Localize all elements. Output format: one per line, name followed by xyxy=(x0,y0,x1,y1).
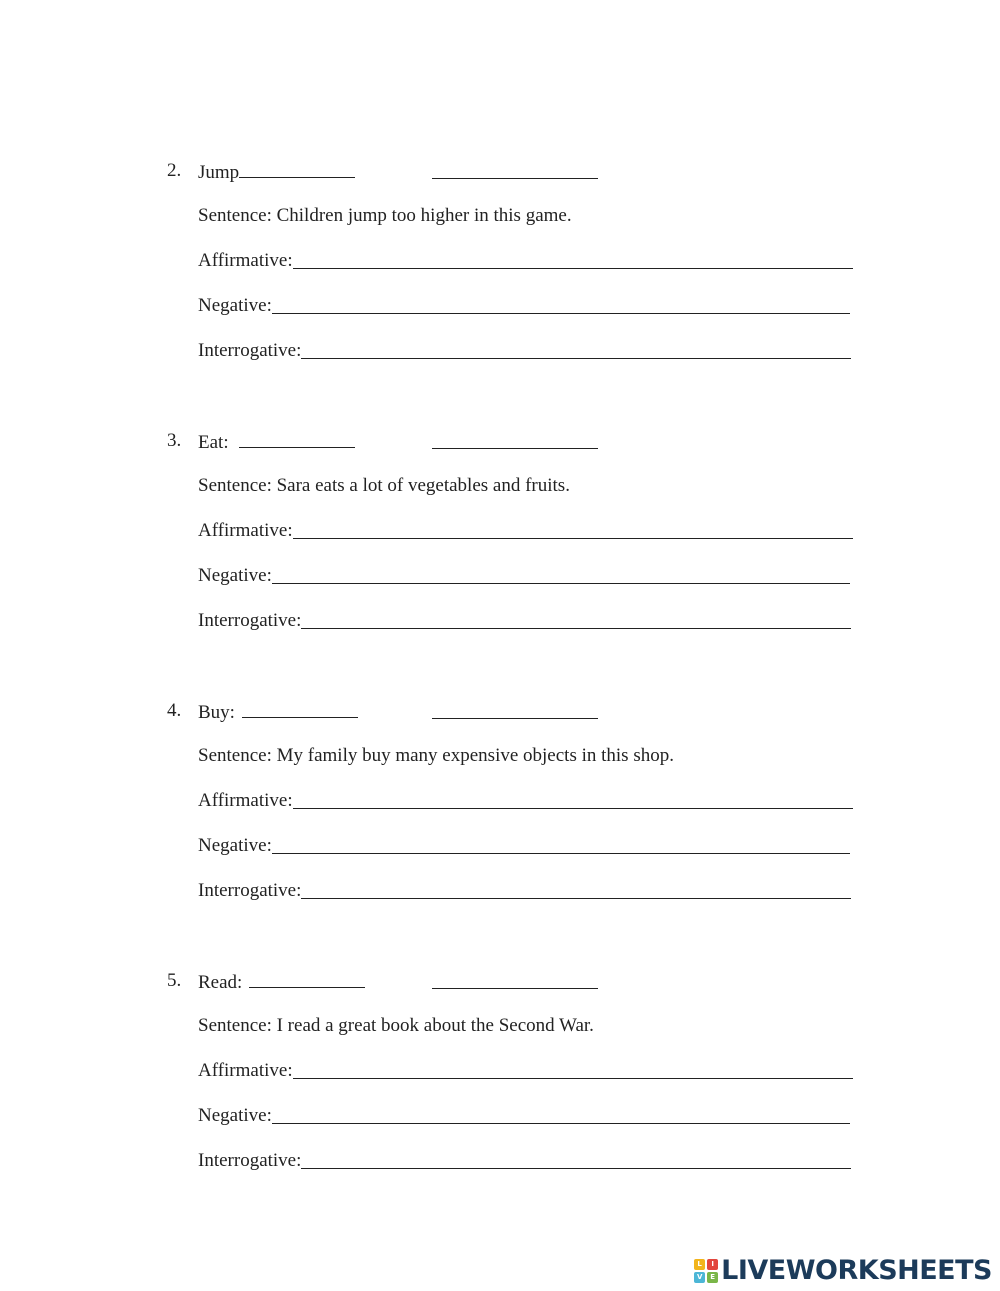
item-number: 5. xyxy=(167,970,182,991)
past-form-blank[interactable] xyxy=(249,970,365,988)
sentence-text: Sentence: Children jump too higher in this game. xyxy=(198,205,572,226)
affirmative-answer-line[interactable] xyxy=(293,521,853,539)
affirmative-field xyxy=(198,1060,853,1082)
exercise-item-2 xyxy=(0,160,1000,400)
interrogative-field xyxy=(198,1150,851,1172)
affirmative-label: Affirmative: xyxy=(198,1060,293,1081)
logo-blocks-icon xyxy=(694,1259,718,1283)
interrogative-answer-line[interactable] xyxy=(301,1151,851,1169)
negative-answer-line[interactable] xyxy=(272,566,850,584)
exercise-item-4 xyxy=(0,700,1000,940)
verb-row xyxy=(198,160,355,184)
verb-label: Jump xyxy=(198,162,240,183)
affirmative-field xyxy=(198,250,853,272)
participle-blank[interactable] xyxy=(432,700,598,719)
logo-text: LIVEWORKSHEETS xyxy=(721,1255,992,1286)
exercise-item-3 xyxy=(0,430,1000,670)
sentence-text: Sentence: I read a great book about the Second War. xyxy=(198,1015,594,1036)
negative-field xyxy=(198,835,850,857)
item-number: 4. xyxy=(167,700,182,721)
sentence-text: Sentence: My family buy many expensive objects in this shop. xyxy=(198,745,674,766)
affirmative-label: Affirmative: xyxy=(198,520,293,541)
affirmative-field xyxy=(198,520,853,542)
interrogative-label: Interrogative: xyxy=(198,610,302,631)
verb-label: Read: xyxy=(198,972,248,993)
negative-field xyxy=(198,295,850,317)
item-number: 3. xyxy=(167,430,182,451)
interrogative-answer-line[interactable] xyxy=(301,341,851,359)
participle-blank[interactable] xyxy=(432,160,598,179)
negative-label: Negative: xyxy=(198,565,272,586)
logo-block-i: I xyxy=(707,1259,718,1270)
interrogative-field xyxy=(198,880,851,902)
interrogative-answer-line[interactable] xyxy=(301,611,851,629)
affirmative-answer-line[interactable] xyxy=(293,251,853,269)
affirmative-answer-line[interactable] xyxy=(293,791,853,809)
past-form-blank[interactable] xyxy=(239,160,355,178)
logo-block-e: E xyxy=(707,1272,718,1283)
interrogative-field xyxy=(198,340,851,362)
participle-blank[interactable] xyxy=(432,970,598,989)
negative-label: Negative: xyxy=(198,295,272,316)
negative-answer-line[interactable] xyxy=(272,1106,850,1124)
interrogative-field xyxy=(198,610,851,632)
affirmative-label: Affirmative: xyxy=(198,250,293,271)
interrogative-answer-line[interactable] xyxy=(301,881,851,899)
past-form-blank[interactable] xyxy=(242,700,358,718)
exercise-item-5 xyxy=(0,970,1000,1210)
affirmative-field xyxy=(198,790,853,812)
affirmative-label: Affirmative: xyxy=(198,790,293,811)
negative-answer-line[interactable] xyxy=(272,836,850,854)
participle-blank[interactable] xyxy=(432,430,598,449)
verb-label: Eat: xyxy=(198,432,234,453)
verb-row xyxy=(198,700,358,724)
negative-field xyxy=(198,1105,850,1127)
negative-label: Negative: xyxy=(198,1105,272,1126)
liveworksheets-logo xyxy=(694,1257,992,1285)
item-number: 2. xyxy=(167,160,182,181)
verb-row xyxy=(198,430,355,454)
negative-field xyxy=(198,565,850,587)
negative-answer-line[interactable] xyxy=(272,296,850,314)
interrogative-label: Interrogative: xyxy=(198,340,302,361)
verb-row xyxy=(198,970,365,994)
past-form-blank[interactable] xyxy=(239,430,355,448)
verb-label: Buy: xyxy=(198,702,240,723)
interrogative-label: Interrogative: xyxy=(198,880,302,901)
logo-block-v: V xyxy=(694,1272,705,1283)
affirmative-answer-line[interactable] xyxy=(293,1061,853,1079)
logo-block-l: L xyxy=(694,1259,705,1270)
interrogative-label: Interrogative: xyxy=(198,1150,302,1171)
negative-label: Negative: xyxy=(198,835,272,856)
sentence-text: Sentence: Sara eats a lot of vegetables and fruits. xyxy=(198,475,570,496)
